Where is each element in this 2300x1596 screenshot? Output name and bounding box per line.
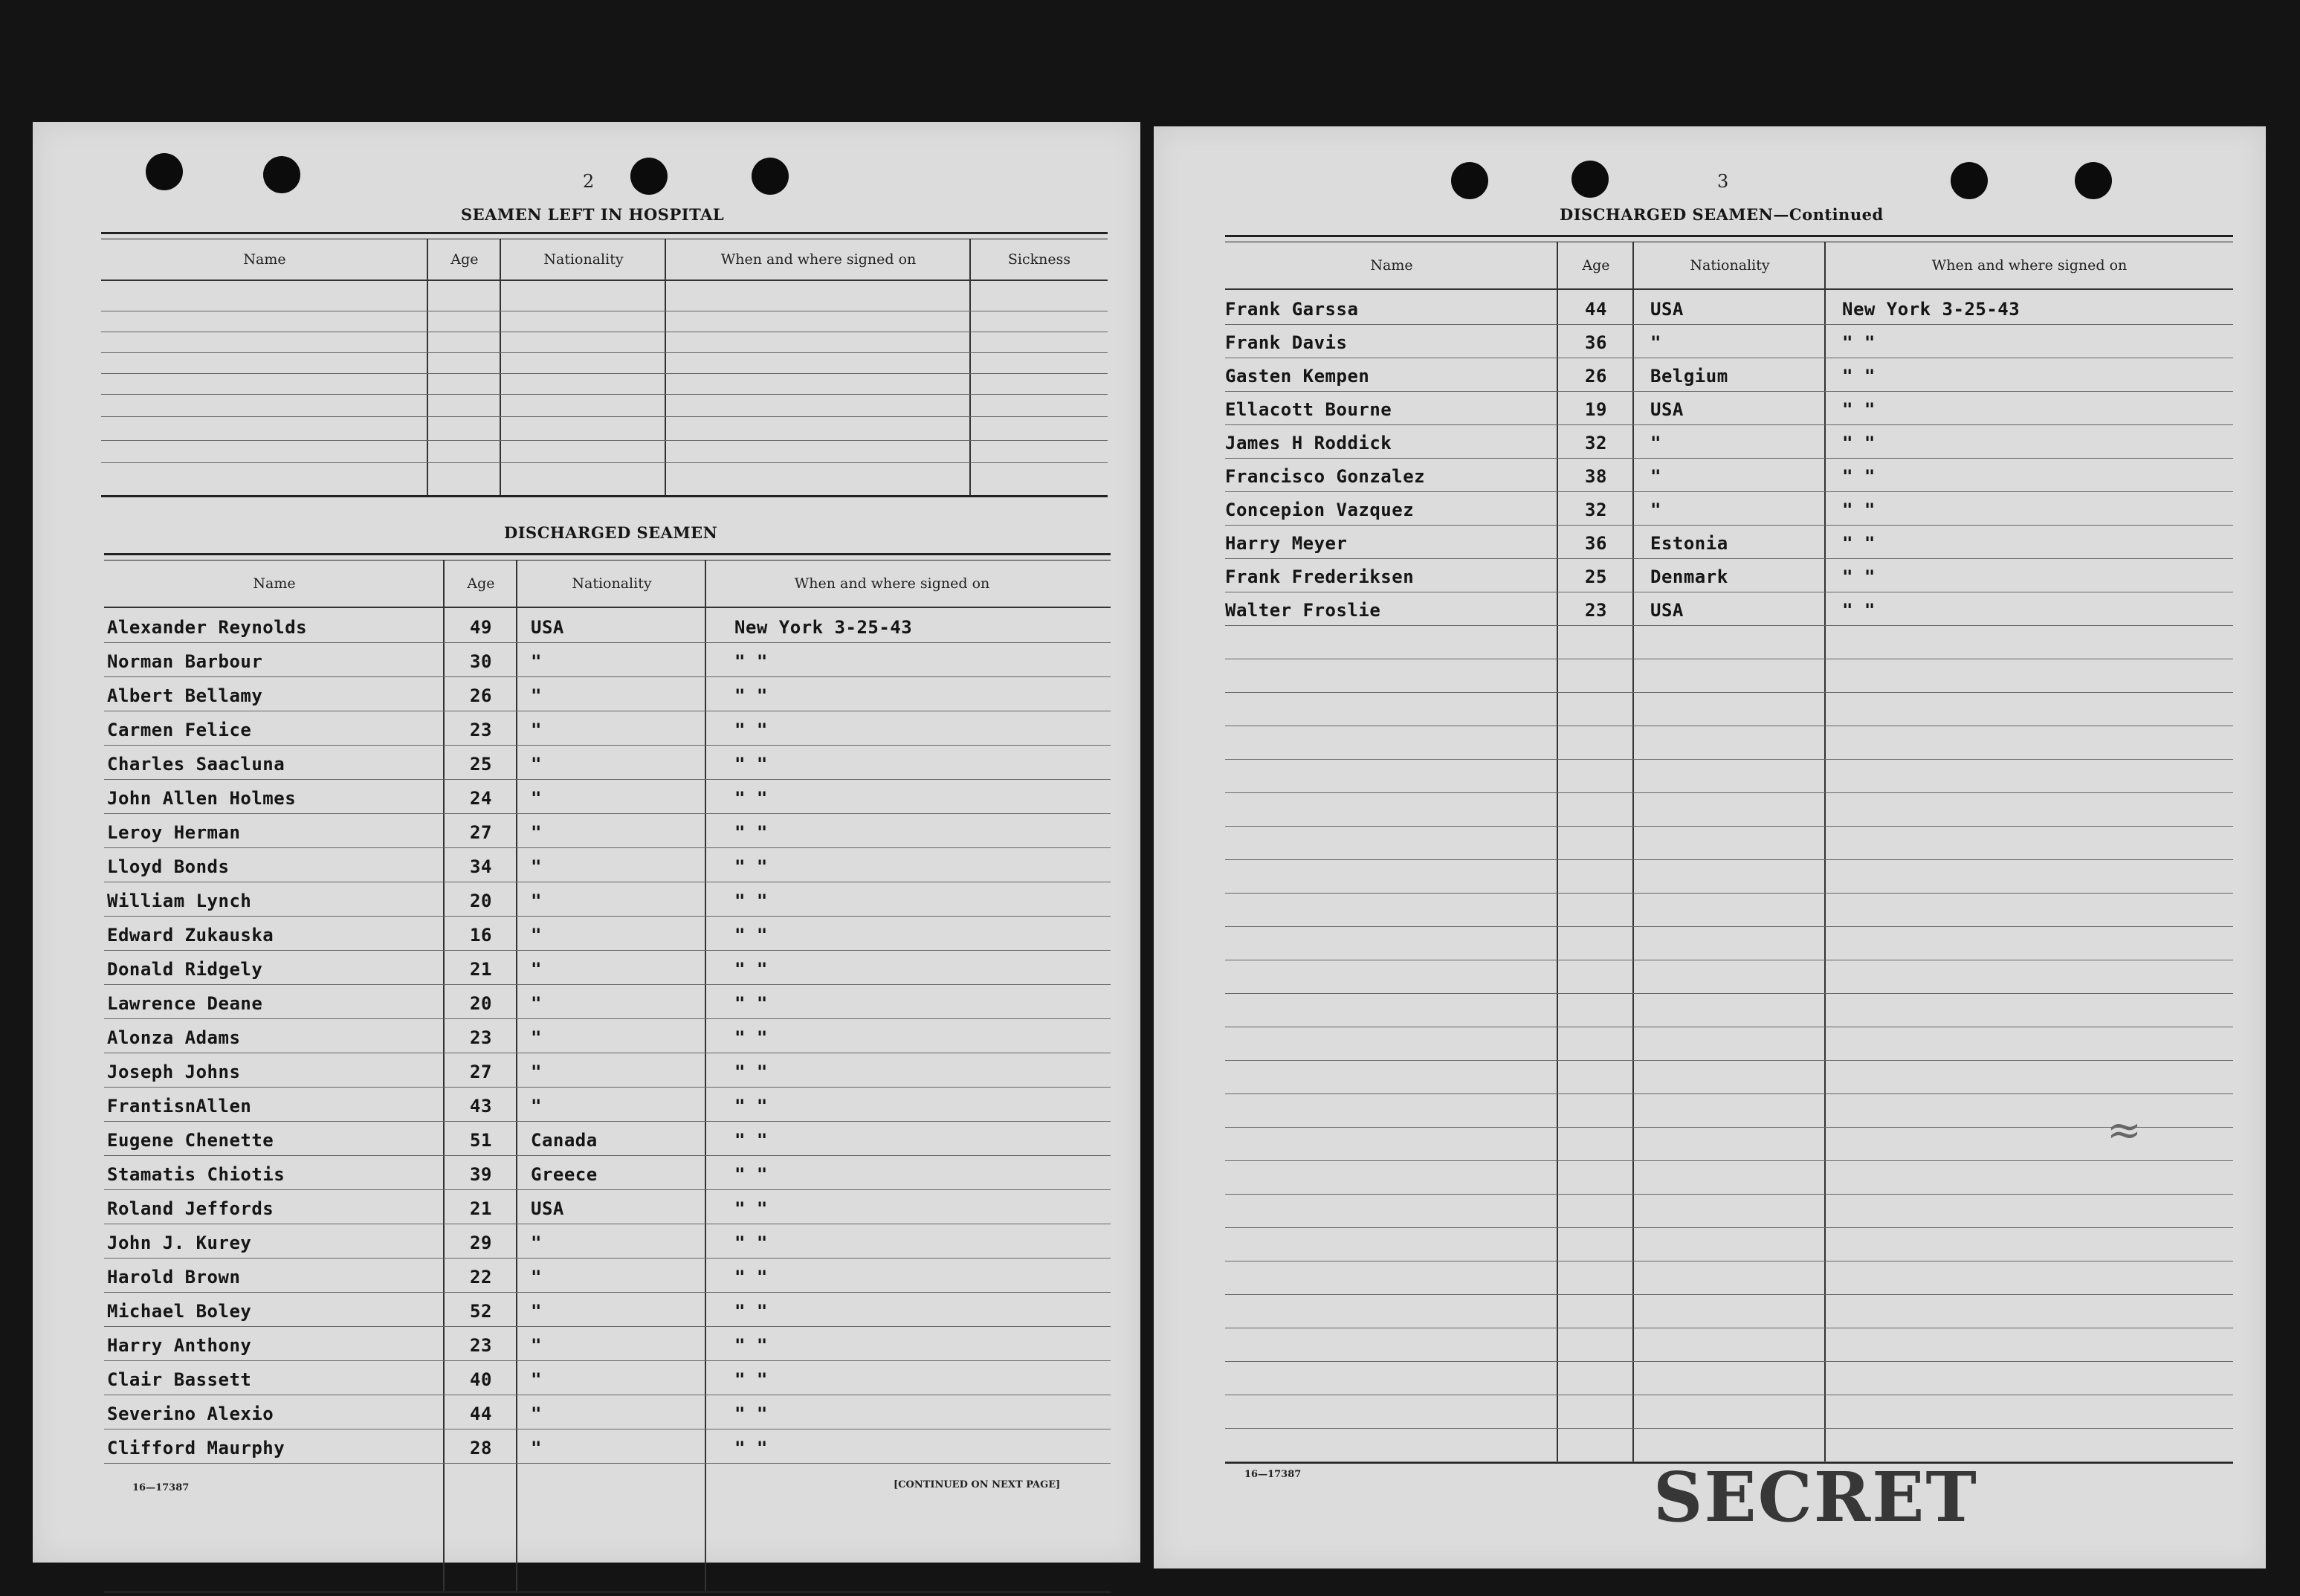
cell-name: Edward Zukauska [107,925,274,946]
cell-signed: " " [734,891,768,911]
header-age: Age [467,575,495,592]
cell-age: 28 [470,1438,492,1458]
cell-nationality: " [531,1403,542,1424]
cell-age: 21 [470,959,492,980]
cell-nationality: " [531,1301,542,1322]
cell-nationality: " [531,891,542,911]
right-page [1154,126,2266,1568]
punch-hole-icon [263,156,300,193]
header-name: Name [253,575,296,592]
cell-nationality: " [531,788,542,809]
cell-signed: " " [734,1369,768,1390]
cell-signed: New York 3-25-43 [734,617,913,638]
cell-nationality: " [1650,466,1661,487]
cell-age: 38 [1585,466,1607,487]
cell-age: 36 [1585,533,1607,554]
cell-name: Frank Garssa [1225,299,1359,320]
header-nationality: Nationality [543,251,624,268]
cell-signed: " " [1842,533,1876,554]
cell-age: 19 [1585,399,1607,420]
cell-age: 26 [470,685,492,706]
discharged-continued-table [1225,235,2233,1588]
header-signed-on: When and where signed on [1931,257,2128,274]
cell-name: Roland Jeffords [107,1198,274,1219]
cell-nationality: " [531,959,542,980]
cell-signed: " " [1842,433,1876,453]
cell-nationality: Greece [531,1164,598,1185]
discharged-table-header [1225,242,2233,290]
cell-nationality: " [531,1096,542,1117]
cell-name: Ellacott Bourne [1225,399,1392,420]
cell-name: Harry Anthony [107,1335,252,1356]
cell-nationality: USA [531,617,564,638]
cell-name: Clair Bassett [107,1369,252,1390]
cell-nationality: " [531,1062,542,1082]
cell-name: Joseph Johns [107,1062,241,1082]
cell-age: 21 [470,1198,492,1219]
cell-name: Gasten Kempen [1225,366,1370,387]
punch-hole-icon [1951,162,1988,199]
cell-name: Albert Bellamy [107,685,263,706]
cell-signed: " " [734,1198,768,1219]
cell-name: Concepion Vazquez [1225,500,1415,520]
cell-age: 39 [470,1164,492,1185]
header-nationality: Nationality [572,575,652,592]
cell-age: 16 [470,925,492,946]
cell-age: 23 [1585,600,1607,621]
header-name: Name [243,251,286,268]
cell-signed: " " [734,856,768,877]
cell-nationality: " [531,1335,542,1356]
form-code: 16—17387 [1244,1469,1302,1480]
cell-name: Donald Ridgely [107,959,263,980]
cell-name: Eugene Chenette [107,1130,274,1151]
hospital-table-header [101,239,1108,281]
cell-nationality: " [531,685,542,706]
cell-nationality: Belgium [1650,366,1728,387]
cell-nationality: Denmark [1650,566,1728,587]
punch-hole-icon [752,158,789,195]
cell-nationality: USA [1650,600,1684,621]
cell-nationality: USA [531,1198,564,1219]
cell-nationality: " [531,1267,542,1288]
cell-nationality: " [531,1232,542,1253]
hospital-section-title: SEAMEN LEFT IN HOSPITAL [461,205,725,224]
cell-age: 22 [470,1267,492,1288]
left-page [33,122,1140,1563]
cell-signed: " " [1842,332,1876,353]
cell-name: John J. Kurey [107,1232,252,1253]
cell-age: 20 [470,891,492,911]
cell-nationality: " [531,754,542,775]
cell-age: 40 [470,1369,492,1390]
cell-age: 23 [470,1335,492,1356]
page-number: 3 [1717,171,1729,192]
cell-signed: " " [1842,566,1876,587]
punch-hole-icon [630,158,668,195]
cell-name: Michael Boley [107,1301,252,1322]
cell-name: Norman Barbour [107,651,263,672]
cell-age: 36 [1585,332,1607,353]
punch-hole-icon [146,153,183,190]
cell-signed: " " [1842,399,1876,420]
discharged-continued-title [1560,205,1884,224]
cell-signed: " " [734,1438,768,1458]
cell-signed: " " [734,1232,768,1253]
cell-signed: " " [734,1062,768,1082]
form-code: 16—17387 [132,1482,190,1493]
cell-age: 23 [470,720,492,740]
cell-name: Frank Davis [1225,332,1348,353]
cell-name: Harry Meyer [1225,533,1348,554]
page-number: 2 [583,171,595,192]
cell-nationality: Canada [531,1130,598,1151]
discharged-table-header [104,560,1111,608]
cell-age: 44 [1585,299,1607,320]
cell-signed: " " [734,1027,768,1048]
cell-age: 51 [470,1130,492,1151]
cell-age: 26 [1585,366,1607,387]
cell-age: 44 [470,1403,492,1424]
cell-name: Carmen Felice [107,720,252,740]
header-name: Name [1370,257,1413,274]
cell-name: Clifford Maurphy [107,1438,285,1458]
title-text: DISCHARGED SEAMEN [1560,205,1774,224]
cell-signed: " " [734,788,768,809]
cell-age: 27 [470,822,492,843]
punch-hole-icon [1451,162,1488,199]
cell-age: 29 [470,1232,492,1253]
cell-name: Lawrence Deane [107,993,263,1014]
cell-age: 32 [1585,500,1607,520]
cell-age: 25 [470,754,492,775]
cell-name: Charles Saacluna [107,754,285,775]
cell-name: FrantisnAllen [107,1096,252,1117]
cell-signed: New York 3-25-43 [1842,299,2020,320]
cell-nationality: " [531,1369,542,1390]
header-signed-on: When and where signed on [720,251,917,268]
cell-name: John Allen Holmes [107,788,297,809]
cell-signed: " " [1842,500,1876,520]
cell-nationality: " [531,856,542,877]
cell-signed: " " [734,822,768,843]
cell-signed: " " [734,1403,768,1424]
cell-nationality: " [531,822,542,843]
cell-signed: " " [734,685,768,706]
header-sickness: Sickness [1007,251,1071,268]
cell-signed: " " [734,720,768,740]
cell-signed: " " [1842,466,1876,487]
cell-age: 43 [470,1096,492,1117]
cell-name: Walter Froslie [1225,600,1381,621]
cell-name: Severino Alexio [107,1403,274,1424]
cell-nationality: " [1650,500,1661,520]
cell-nationality: USA [1650,399,1684,420]
cell-age: 27 [470,1062,492,1082]
discharged-section-title: DISCHARGED SEAMEN [504,523,718,542]
punch-hole-icon [1571,161,1609,198]
cell-name: William Lynch [107,891,252,911]
cell-name: Stamatis Chiotis [107,1164,285,1185]
cell-age: 32 [1585,433,1607,453]
header-nationality: Nationality [1690,257,1770,274]
cell-nationality: " [1650,332,1661,353]
cell-name: Frank Frederiksen [1225,566,1415,587]
continued-note: [CONTINUED ON NEXT PAGE] [894,1479,1061,1490]
cell-signed: " " [734,1335,768,1356]
cell-age: 24 [470,788,492,809]
discharged-table [104,553,1111,1594]
cell-name: Harold Brown [107,1267,241,1288]
cell-nationality: " [531,651,542,672]
cell-name: James H Roddick [1225,433,1392,453]
cell-name: Alexander Reynolds [107,617,308,638]
header-age: Age [1582,257,1610,274]
cell-nationality: " [531,925,542,946]
secret-stamp: SECRET [1653,1457,1978,1537]
cell-age: 34 [470,856,492,877]
cell-nationality: Estonia [1650,533,1728,554]
cell-signed: " " [734,1267,768,1288]
cell-nationality: " [531,1438,542,1458]
cell-age: 20 [470,993,492,1014]
cell-name: Leroy Herman [107,822,241,843]
cell-signed: " " [734,1164,768,1185]
punch-hole-icon [2075,162,2112,199]
cell-age: 25 [1585,566,1607,587]
header-age: Age [450,251,479,268]
handwritten-mark-icon: ≈ [2107,1106,2142,1154]
cell-signed: " " [734,1096,768,1117]
cell-name: Francisco Gonzalez [1225,466,1426,487]
cell-name: Alonza Adams [107,1027,241,1048]
cell-signed: " " [734,1130,768,1151]
cell-age: 49 [470,617,492,638]
cell-nationality: " [531,720,542,740]
cell-signed: " " [734,754,768,775]
cell-signed: " " [734,1301,768,1322]
cell-signed: " " [1842,366,1876,387]
cell-nationality: " [531,1027,542,1048]
cell-age: 23 [470,1027,492,1048]
cell-nationality: " [531,993,542,1014]
cell-nationality: " [1650,433,1661,453]
cell-age: 30 [470,651,492,672]
cell-signed: " " [734,925,768,946]
cell-age: 52 [470,1301,492,1322]
title-suffix: —Continued [1773,205,1884,224]
cell-signed: " " [734,959,768,980]
header-signed-on: When and where signed on [794,575,990,592]
cell-name: Lloyd Bonds [107,856,230,877]
cell-signed: " " [1842,600,1876,621]
cell-signed: " " [734,651,768,672]
cell-nationality: USA [1650,299,1684,320]
cell-signed: " " [734,993,768,1014]
